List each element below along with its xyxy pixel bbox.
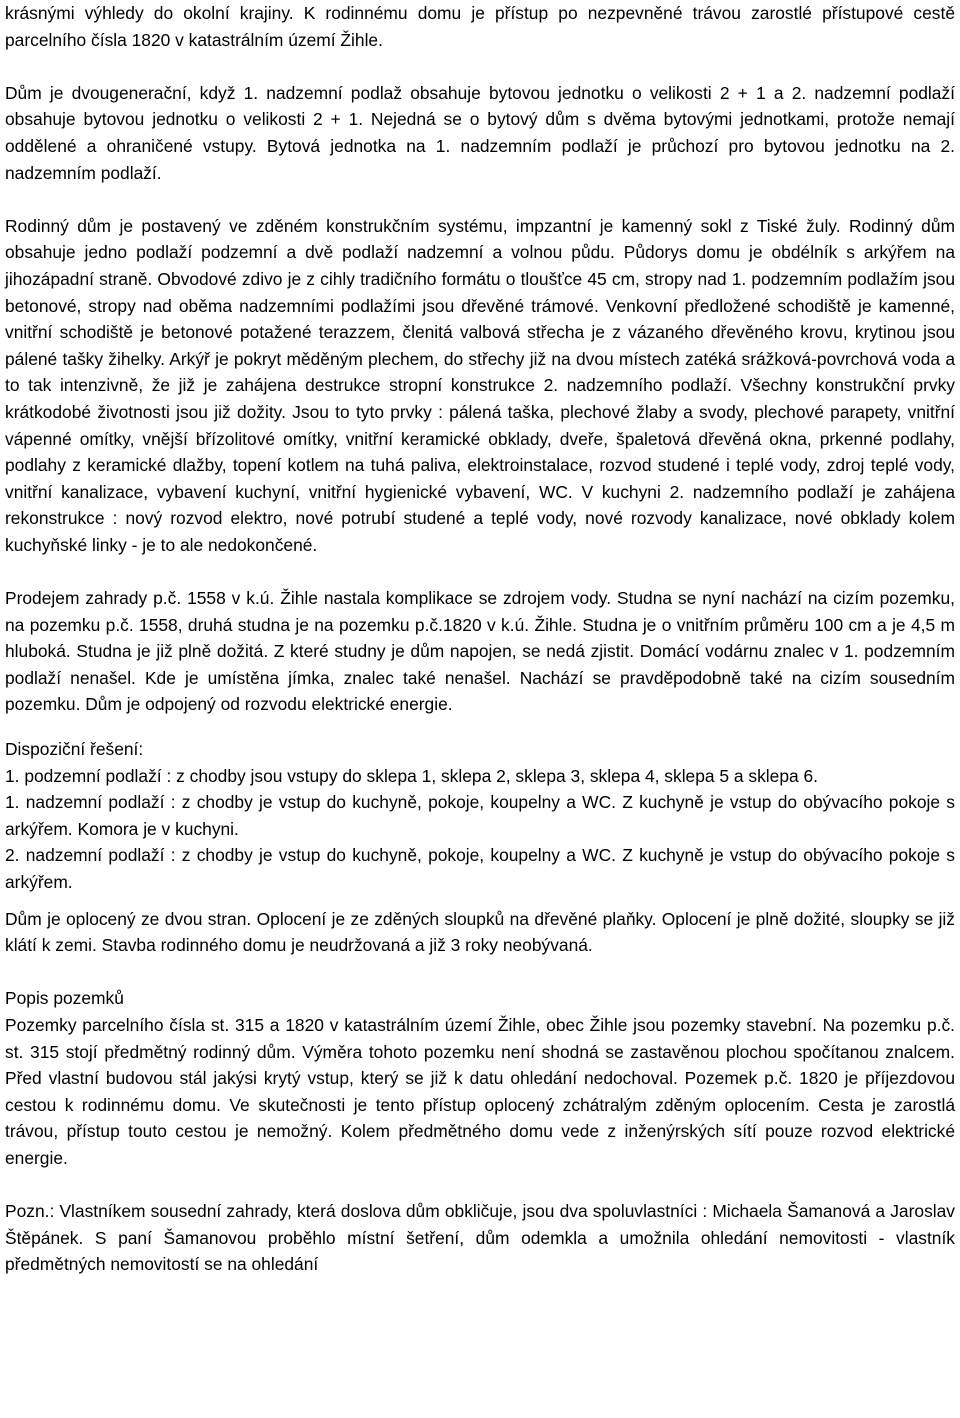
- paragraph-note: Pozn.: Vlastníkem sousední zahrady, která doslova dům obkličuje, jsou dva spoluvlastníci : Michaela Šamanová a Jaroslav Štěpánek. S paní Šamanovou proběhlo místní šetření, dům odemkla a umožnila ohledání nemovitosti - vlastník předmětných nemovitostí se na ohledání: [5, 1201, 955, 1275]
- heading-land: Popis pozemků: [5, 988, 124, 1009]
- paragraph-intro: krásnými výhledy do okolní krajiny. K rodinnému domu je přístup po nezpevněné trávou zarostlé přístupové cestě parcelního čísla 1820 v katastrálním území Žihle.: [5, 3, 955, 50]
- heading-layout: Dispoziční řešení:: [5, 739, 144, 760]
- document-page: [5, 0, 955, 1278]
- layout-basement: 1. podzemní podlaží : z chodby jsou vstupy do sklepa 1, sklepa 2, sklepa 3, sklepa 4, sklepa 5 a sklepa 6.: [5, 765, 819, 786]
- spacer: [5, 896, 955, 906]
- paragraph-construction: Rodinný dům je postavený ve zděném konstrukčním systému, impzantní je kamenný sokl z Tiské žuly. Rodinný dům obsahuje jedno podlaží podzemní a dvě podlaží nadzemní a volnou půdu. Půdorys domu je obdélník s arkýřem na jihozápadní straně. Obvodové zdivo je z cihly tradičního formátu o tloušťce 45 cm, stropy nad 1. podzemním podlažím jsou betonové, stropy nad oběma nadzemními podlažími jsou dřevěné trámové. Venkovní předložené schodiště je kamenné, vnitřní schodiště je betonové potažené terazzem, členitá valbová střecha je z vázaného dřevěného krovu, krytinou jsou pálené tašky žihelky. Arkýř je pokryt měděným plechem, do střechy již na dvou místech zatéká srážková-povrchová voda a to tak intenzivně, že již je zahájena destrukce stropní konstrukce 2. nadzemního podlaží. Všechny konstrukční prvky krátkodobé životnosti jsou již dožity. Jsou to tyto prvky : pálená taška, plechové žlaby a svody, plechové parapety, vnitřní vápenné omítky, vnější břízolitové omítky, vnitřní keramické obklady, dveře, špaletová dřevěná okna, prkenné podlahy, podlahy z keramické dlažby, topení kotlem na tuhá paliva, elektroinstalace, rozvod studené i teplé vody, zdroj teplé vody, vnitřní kanalizace, vybavení kuchyní, vnitřní hygienické vybavení, WC. V kuchyni 2. nadzemního podlaží je zahájena rekonstrukce : nový rozvod elektro, nové potrubí studené a teplé vody, nové rozvody kanalizace, nové obklady kolem kuchyňské linky - je to ale nedokončené.: [5, 215, 955, 555]
- spacer: [5, 959, 955, 986]
- spacer: [5, 186, 955, 213]
- spacer: [5, 1172, 955, 1199]
- spacer: [5, 53, 955, 80]
- spacer: [5, 718, 955, 736]
- paragraph-generations: Dům je dvougenerační, když 1. nadzemní podlaž obsahuje bytovou jednotku o velikosti 2 + 1 a 2. nadzemní podlaží obsahuje bytovou jednotku o velikosti 2 + 1. Nejedná se o bytový dům s dvěma bytovými jednotkami, protože nemají oddělené a ohraničené vstupy. Bytová jednotka na 1. nadzemním podlaží je průchozí pro bytovou jednotku na 2. nadzemním podlaží.: [5, 82, 955, 183]
- layout-floor-2: 2. nadzemní podlaží : z chodby je vstup do kuchyně, pokoje, koupelny a WC. Z kuchyně je vstup do obývacího pokoje s arkýřem.: [5, 845, 955, 892]
- paragraph-land: Pozemky parcelního čísla st. 315 a 1820 v katastrálním území Žihle, obec Žihle jsou pozemky stavební. Na pozemku p.č. st. 315 stojí předmětný rodinný dům. Výměra tohoto pozemku není shodná se zastavěnou plochou spočítanou znalcem. Před vlastní budovou stál jakýsi krytý vstup, který se již k datu ohledání nedochoval. Pozemek p.č. 1820 je příjezdovou cestou k rodinnému domu. Ve skutečnosti je tento přístup oplocený zchátralým zděným oplocením. Cesta je zarostlá trávou, přístup touto cestou je nemožný. Kolem předmětného domu vede z inženýrských sítí pouze rozvod elektrické energie.: [5, 1014, 955, 1168]
- layout-floor-1: 1. nadzemní podlaží : z chodby je vstup do kuchyně, pokoje, koupelny a WC. Z kuchyně je vstup do obývacího pokoje s arkýřem. Komora je v kuchyni.: [5, 792, 955, 839]
- spacer: [5, 558, 955, 585]
- paragraph-water-supply: Prodejem zahrady p.č. 1558 v k.ú. Žihle nastala komplikace se zdrojem vody. Studna se nyní nachází na cizím pozemku, na pozemku p.č. 1558, druhá studna je na pozemku p.č.1820 v k.ú. Žihle. Studna je o vnitřním průměru 100 cm a je 4,5 m hluboká. Studna je již plně dožitá. Z které studny je dům napojen, se nedá zjistit. Domácí vodárnu znalec v 1. podzemním podlaží nenašel. Kde je umístěna jímka, znalec také nenašel. Nachází se pravděpodobně také na cizím sousedním pozemku. Dům je odpojený od rozvodu elektrické energie.: [5, 588, 955, 715]
- paragraph-fence: Dům je oplocený ze dvou stran. Oplocení je ze zděných sloupků na dřevěné plaňky. Oplocení je plně dožité, sloupky se již klátí k zemi. Stavba rodinného domu je neudržovaná a již 3 roky neobývaná.: [5, 908, 955, 956]
